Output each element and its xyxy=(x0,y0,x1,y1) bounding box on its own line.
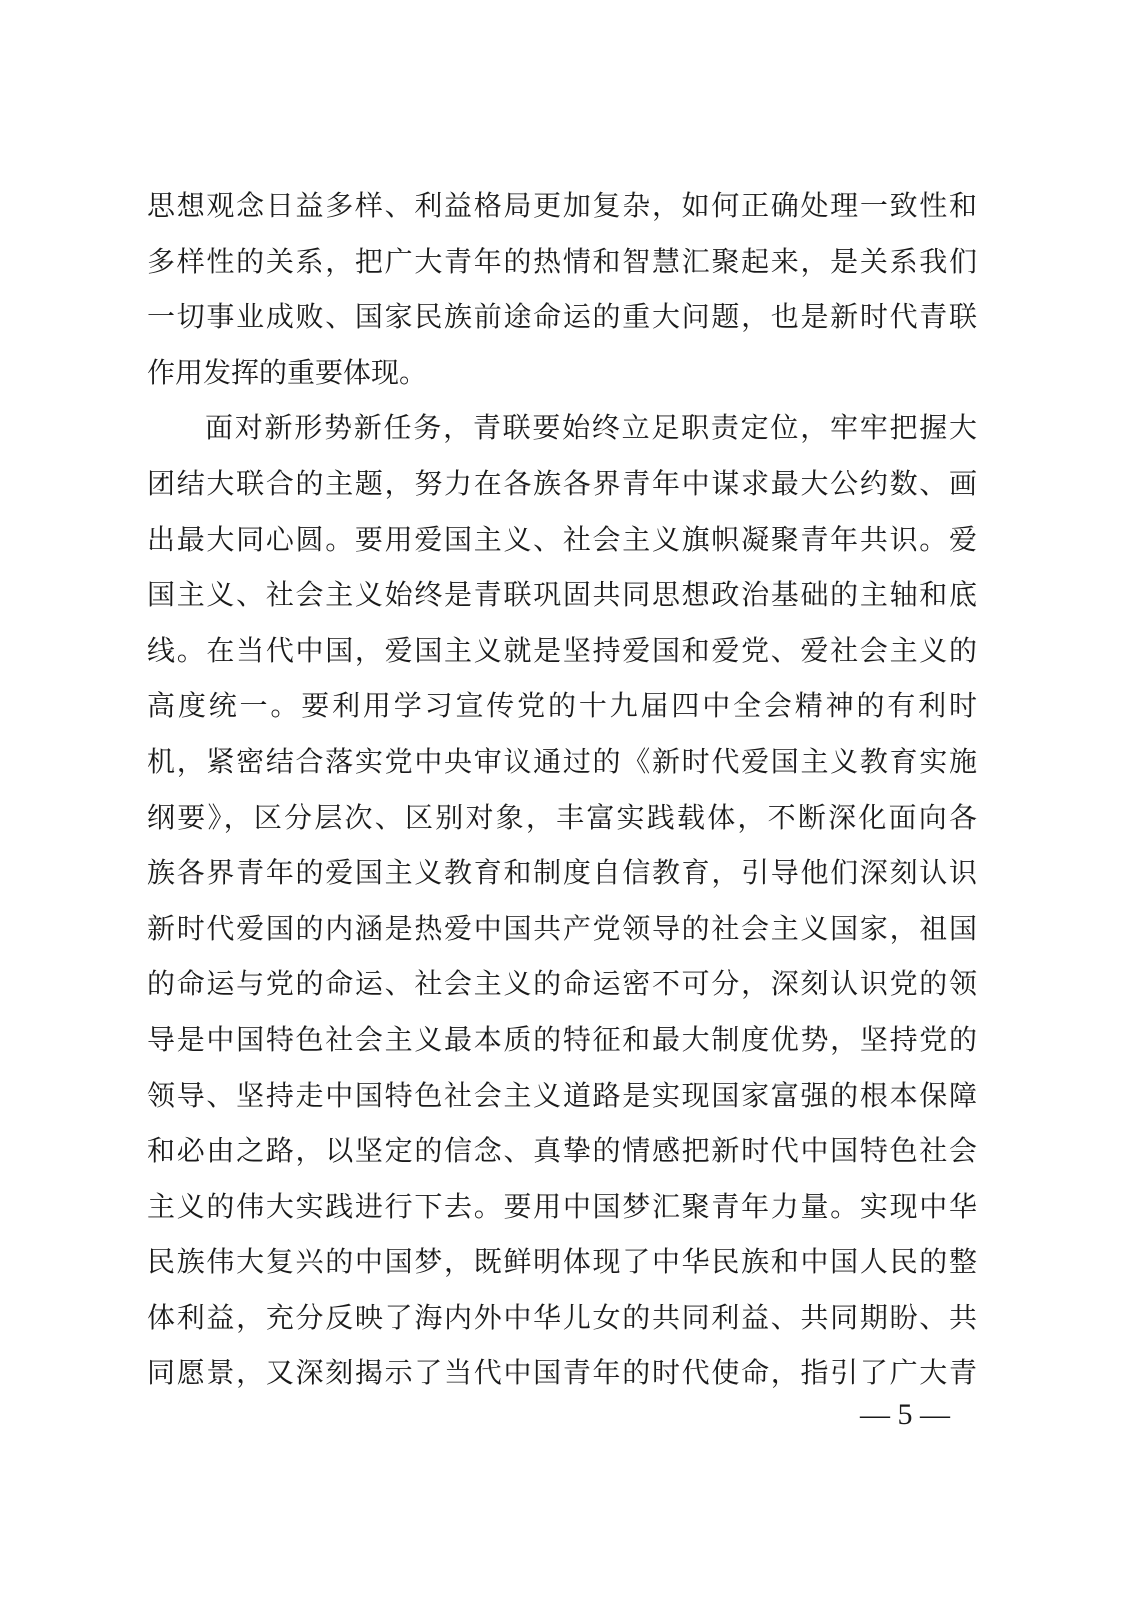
text-line: 思想观念日益多样、利益格局更加复杂，如何正确处理一致性和 xyxy=(147,189,977,222)
text-line: 机，紧密结合落实党中央审议通过的《新时代爱国主义教育实施 xyxy=(147,744,977,778)
text-line: 的命运与党的命运、社会主义的命运密不可分，深刻认识党的领 xyxy=(147,967,977,1001)
text-line: 领导、坚持走中国特色社会主义道路是实现国家富强的根本保障 xyxy=(147,1078,977,1112)
paragraph-first-line: 面对新形势新任务，青联要始终立足职责定位，牢牢把握大 xyxy=(205,411,977,445)
text-line: 导是中国特色社会主义最本质的特征和最大制度优势，坚持党的 xyxy=(147,1022,977,1056)
text-line: 同愿景，又深刻揭示了当代中国青年的时代使命，指引了广大青 xyxy=(147,1356,977,1390)
text-line: 作用发挥的重要体现。 xyxy=(147,355,428,389)
document-body xyxy=(147,178,977,1401)
text-line: 高度统一。要利用学习宣传党的十九届四中全会精神的有利时 xyxy=(147,689,977,723)
text-line: 体利益，充分反映了海内外中华儿女的共同利益、共同期盼、共 xyxy=(147,1300,977,1334)
text-line: 出最大同心圆。要用爱国主义、社会主义旗帜凝聚青年共识。爱 xyxy=(147,522,977,556)
text-line: 族各界青年的爱国主义教育和制度自信教育，引导他们深刻认识 xyxy=(147,856,977,890)
text-line: 新时代爱国的内涵是热爱中国共产党领导的社会主义国家，祖国 xyxy=(147,911,977,945)
text-line: 纲要》，区分层次、区别对象，丰富实践载体，不断深化面向各 xyxy=(147,800,977,834)
text-line: 民族伟大复兴的中国梦，既鲜明体现了中华民族和中国人民的整 xyxy=(147,1245,977,1279)
text-line: 团结大联合的主题，努力在各族各界青年中谋求最大公约数、画 xyxy=(147,466,977,500)
text-line: 主义的伟大实践进行下去。要用中国梦汇聚青年力量。实现中华 xyxy=(147,1189,977,1223)
text-line: 线。在当代中国，爱国主义就是坚持爱国和爱党、爱社会主义的 xyxy=(147,633,977,667)
text-line: 一切事业成败、国家民族前途命运的重大问题，也是新时代青联 xyxy=(147,300,977,334)
text-line: 国主义、社会主义始终是青联巩固共同思想政治基础的主轴和底 xyxy=(147,578,977,612)
text-line: 和必由之路，以坚定的信念、真挚的情感把新时代中国特色社会 xyxy=(147,1134,977,1168)
page-number: — 5 — xyxy=(860,1398,950,1431)
text-line: 多样性的关系，把广大青年的热情和智慧汇聚起来，是关系我们 xyxy=(147,244,977,278)
